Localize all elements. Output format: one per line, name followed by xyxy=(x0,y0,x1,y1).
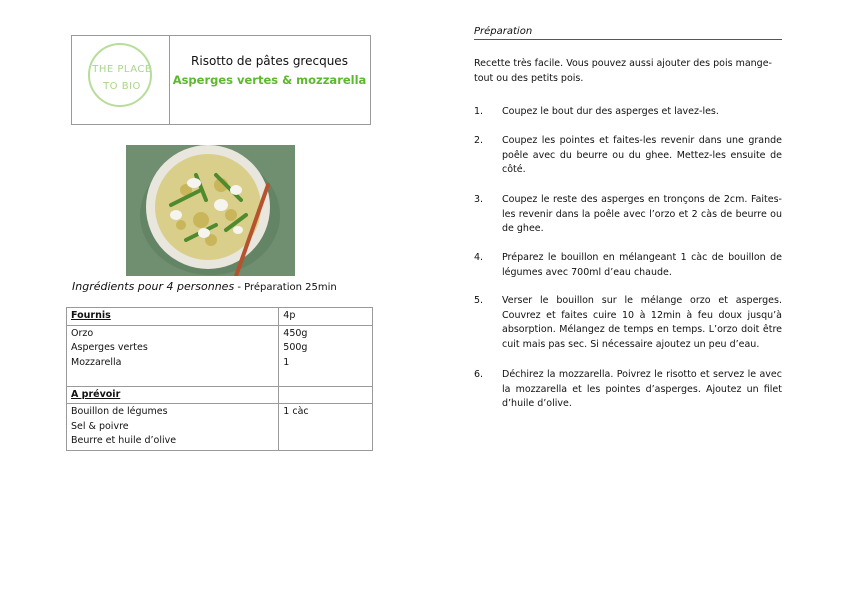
preparation-title: Préparation xyxy=(474,26,782,40)
ingredient-item: Sel & poivre xyxy=(71,420,129,432)
ingredients-table xyxy=(66,307,373,451)
ingredient-item: Asperges vertes xyxy=(71,342,148,353)
fournis-items-cell xyxy=(67,325,279,386)
step-text: Préparez le bouillon en mélangeant 1 càc de bouillon de légumes avec 700ml d’eau chaude. xyxy=(502,252,782,278)
step-text: Déchirez la mozzarella. Poivrez le risotto et servez le avec la mozzarella et les pointes d’asperges. Ajoutez un filet d’huile d’olive. xyxy=(502,369,782,409)
ingredient-qty: 1 xyxy=(283,356,290,368)
logo-cell xyxy=(72,36,170,124)
recipe-header xyxy=(71,35,371,125)
dish-photo-illustration xyxy=(126,145,295,276)
step-text: Coupez le reste des asperges en tronçons de 2cm. Faites-les revenir dans la poêle avec l’orzo et 2 càs de beurre ou de ghee. xyxy=(502,194,782,234)
table-row xyxy=(67,386,373,404)
dish-photo xyxy=(126,145,295,276)
ingredients-heading xyxy=(72,280,337,293)
ingredient-item: Bouillon de légumes xyxy=(71,406,168,417)
table-row xyxy=(67,404,373,451)
step-text: Coupez les pointes et faites-les revenir dans une grande poêle avec du beurre ou du ghee. Mettez-les ensuite de côté. xyxy=(502,135,782,175)
ingredient-item: Mozzarella xyxy=(71,356,122,368)
ingredient-qty: 500g xyxy=(283,342,308,353)
preparation-intro: Recette très facile. Vous pouvez aussi ajouter des pois mange-tout ou des petits pois. xyxy=(474,58,772,84)
step-number: 5. xyxy=(474,295,484,306)
step-number: 3. xyxy=(474,194,484,205)
recipe-subtitle: Asperges vertes & mozzarella xyxy=(172,73,367,87)
logo-text-line1: THE PLACE xyxy=(92,64,152,75)
fournis-label: Fournis xyxy=(67,308,279,326)
prevoir-header-empty xyxy=(279,386,373,404)
fournis-qty: 4p xyxy=(279,308,373,326)
step-number: 6. xyxy=(474,369,484,380)
prevoir-items-cell xyxy=(67,404,279,451)
recipe-title: Risotto de pâtes grecques xyxy=(191,54,348,68)
title-cell xyxy=(169,36,370,124)
step-text: Verser le bouillon sur le mélange orzo et asperges. Couvrez et faites cuire 10 à 12min à feu doux jusqu’à absorption. Mélangez de temps en temps. L’orzo doit être cuit mais pas sec. Si nécessaire ajoutez un peu d’eau. xyxy=(502,295,782,350)
step-text: Coupez le bout dur des asperges et lavez-les. xyxy=(502,106,719,117)
step-number: 1. xyxy=(474,106,484,117)
ingredient-item: Orzo xyxy=(71,327,94,339)
step-number: 4. xyxy=(474,252,484,263)
ingredient-qty: 450g xyxy=(283,327,308,339)
ingredients-title: Ingrédients pour 4 personnes xyxy=(72,280,235,293)
spacer xyxy=(71,370,274,385)
brand-logo xyxy=(88,43,152,107)
prevoir-label: A prévoir xyxy=(67,386,279,404)
table-row xyxy=(67,308,373,326)
fournis-qtys-cell xyxy=(279,325,373,386)
prep-time: - Préparation 25min xyxy=(234,282,337,293)
prevoir-qty-cell xyxy=(279,404,373,451)
ingredient-item: Beurre et huile d’olive xyxy=(71,435,177,446)
ingredient-qty: 1 càc xyxy=(283,406,309,417)
logo-text-line2: TO BIO xyxy=(103,81,141,92)
table-row xyxy=(67,325,373,386)
step-number: 2. xyxy=(474,135,484,146)
